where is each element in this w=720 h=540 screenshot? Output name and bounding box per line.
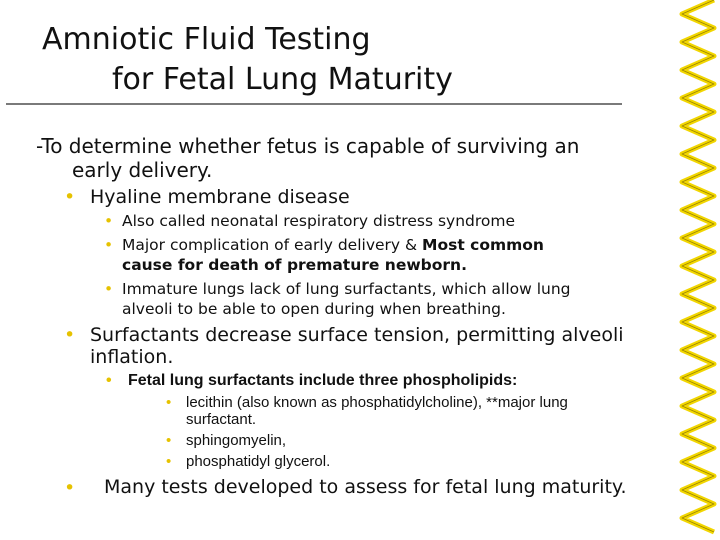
- hmd-item-3-cont: alveoli to be able to open during when breathing.: [122, 300, 506, 318]
- bullet-icon: •: [64, 477, 76, 499]
- hmd-item-2-bold-cont: cause for death of premature newborn.: [122, 256, 467, 274]
- bullet-icon: •: [64, 324, 76, 346]
- hmd-heading: Hyaline membrane disease: [90, 186, 350, 208]
- bullet-icon: •: [104, 280, 114, 298]
- bullet-icon: •: [106, 372, 112, 389]
- last-bullet: Many tests developed to assess for fetal lung maturity.: [104, 476, 627, 498]
- surfactants-line-cont: inflation.: [90, 346, 174, 368]
- hmd-item-3: Immature lungs lack of lung surfactants, which allow lung: [122, 280, 571, 298]
- bullet-icon: •: [64, 186, 76, 208]
- hmd-item-2-cont: [122, 255, 467, 275]
- phospholipid-1-cont: surfactant.: [186, 411, 257, 428]
- hmd-item-2: [122, 235, 544, 255]
- zigzag-line: [682, 0, 714, 532]
- phospholipid-3: phosphatidyl glycerol.: [186, 453, 331, 470]
- bullet-icon: •: [104, 236, 114, 254]
- intro-line: -To determine whether fetus is capable of surviving an: [36, 134, 580, 158]
- fetal-surfactants-heading: Fetal lung surfactants include three phospholipids:: [128, 372, 518, 389]
- bullet-icon: •: [166, 394, 172, 411]
- title-divider: [6, 103, 622, 105]
- bullet-icon: •: [166, 432, 172, 449]
- title-line-2: for Fetal Lung Maturity: [112, 62, 453, 97]
- bullet-icon: •: [104, 212, 114, 230]
- surfactants-line: Surfactants decrease surface tension, permitting alveoli: [90, 324, 624, 346]
- zigzag-border-decoration: [676, 0, 720, 540]
- intro-line-cont: early delivery.: [72, 158, 213, 182]
- phospholipid-2: sphingomyelin,: [186, 432, 287, 449]
- hmd-item-1: Also called neonatal respiratory distress syndrome: [122, 212, 516, 230]
- hmd-item-2-bold: Most common: [422, 236, 544, 254]
- hmd-item-2-text: Major complication of early delivery &: [122, 236, 423, 254]
- title-line-1: Amniotic Fluid Testing: [42, 22, 371, 57]
- phospholipid-1: lecithin (also known as phosphatidylcholine), **major lung: [186, 394, 568, 411]
- bullet-icon: •: [166, 453, 172, 470]
